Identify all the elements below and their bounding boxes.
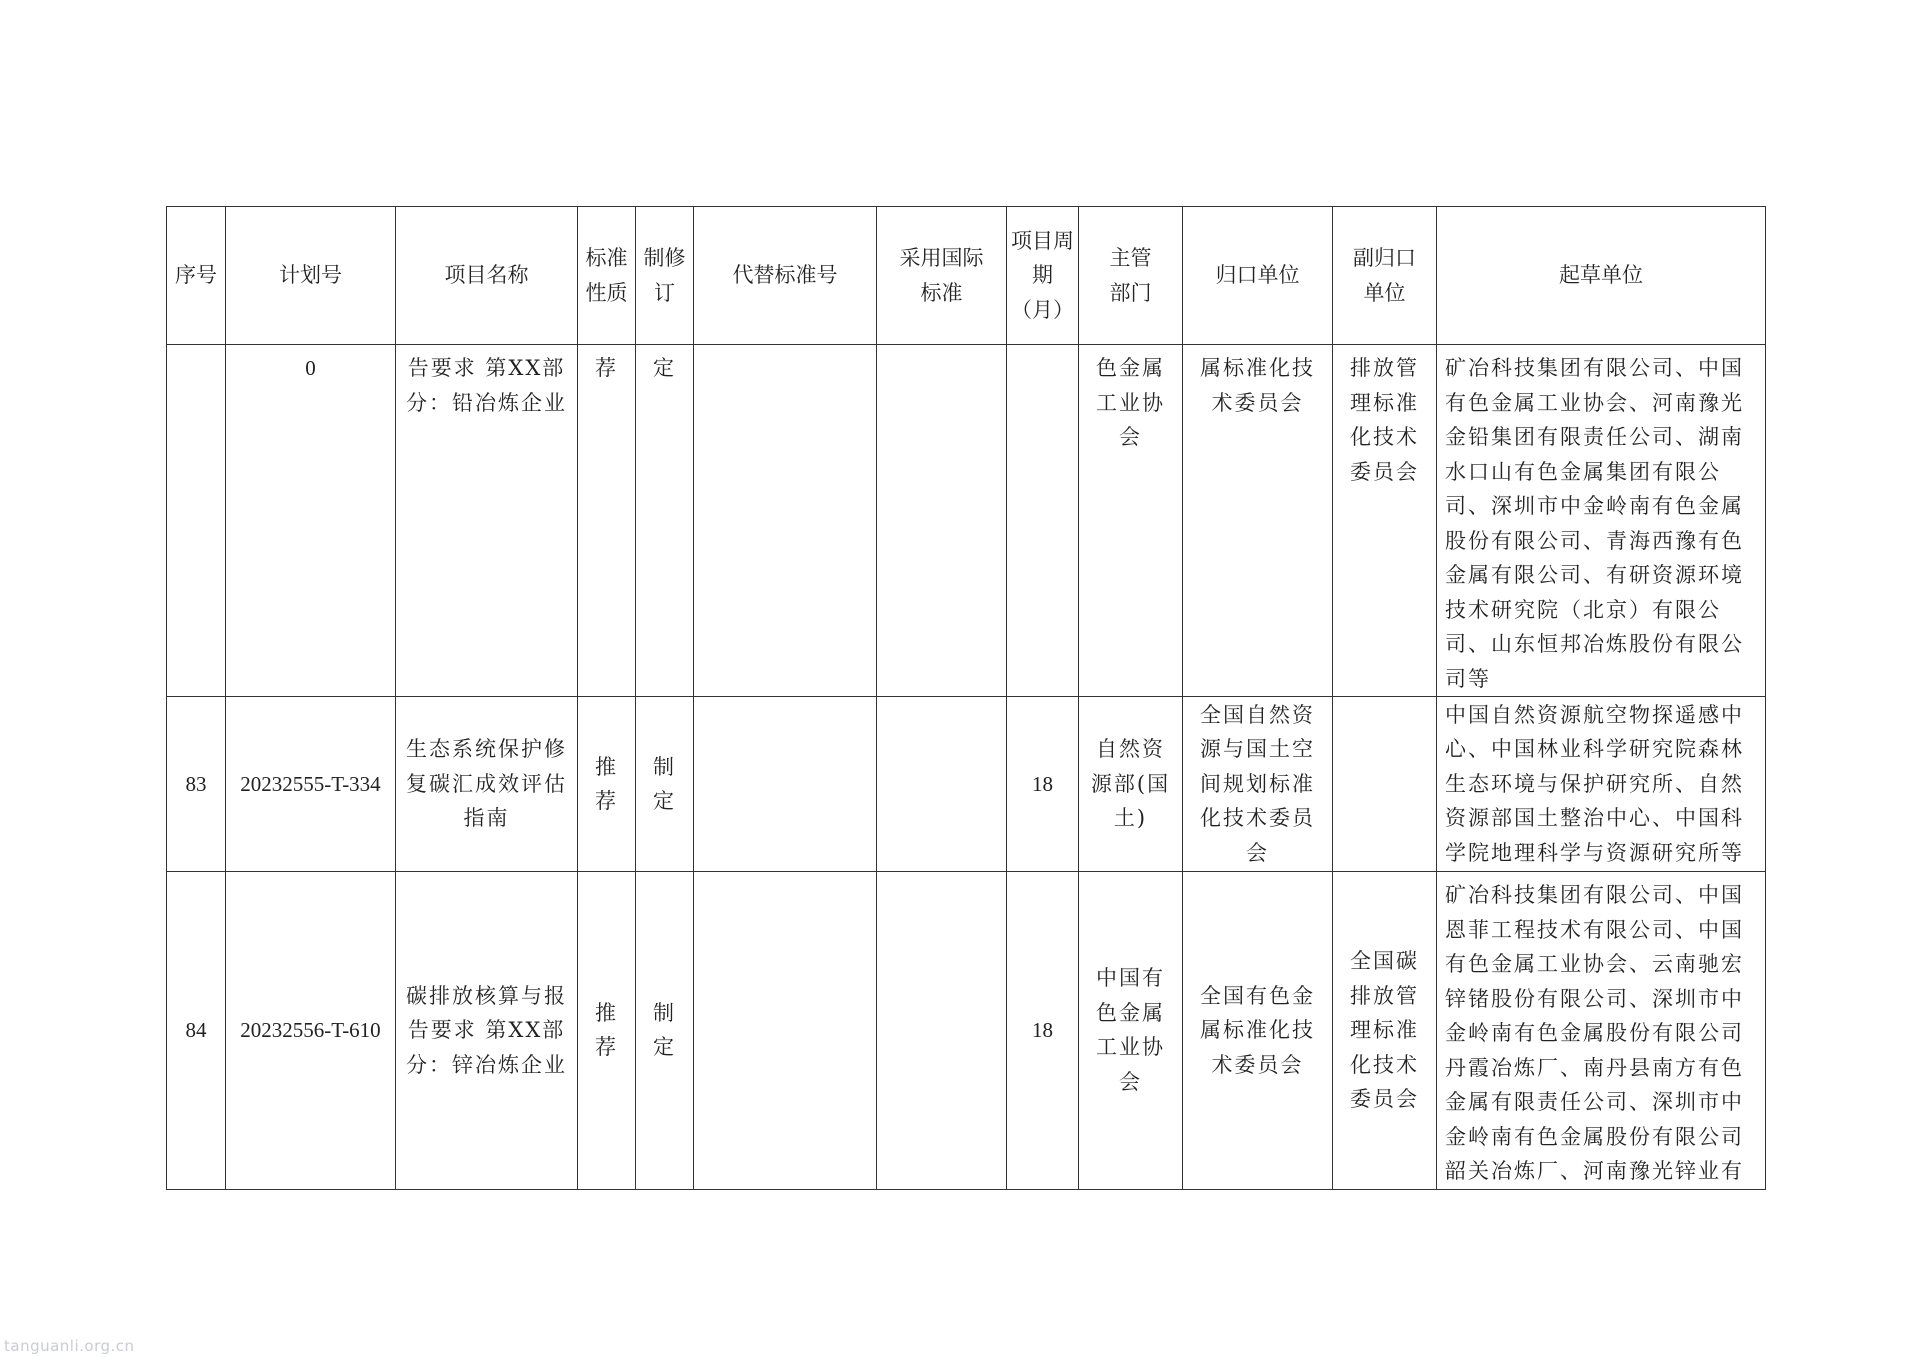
cell-replaced-std [694,872,877,1190]
cell-dept: 自然资源部(国土) [1079,697,1183,872]
cell-cycle: 18 [1007,697,1079,872]
table-row [167,872,1766,1190]
cell-std-nature: 推荐 [578,872,636,1190]
table-header-row [167,207,1766,345]
header-sub-tc: 副归口单位 [1333,207,1437,345]
header-dept: 主管部门 [1079,207,1183,345]
cell-tc: 全国有色金属标准化技术委员会 [1183,872,1333,1190]
cell-revision: 制定 [636,697,694,872]
cell-dept: 中国有色金属工业协会 [1079,872,1183,1190]
header-seq: 序号 [167,207,226,345]
cell-seq: 84 [167,872,226,1190]
cell-intl-std [877,872,1007,1190]
header-project-name: 项目名称 [396,207,578,345]
cell-revision: 制定 [636,872,694,1190]
cell-dept: 色金属工业协会 [1079,345,1183,697]
cell-plan-no: 20232555-T-334 [226,697,396,872]
cell-replaced-std [694,697,877,872]
cell-drafters: 中国自然资源航空物探遥感中心、中国林业科学研究院森林生态环境与保护研究所、自然资源部国土整治中心、中国科学院地理科学与资源研究所等 [1437,697,1766,872]
header-intl-std: 采用国际标准 [877,207,1007,345]
header-std-nature: 标准性质 [578,207,636,345]
header-plan-no: 计划号 [226,207,396,345]
cell-seq [167,345,226,697]
cell-cycle [1007,345,1079,697]
cell-tc: 全国自然资源与国土空间规划标准化技术委员会 [1183,697,1333,872]
header-replaced-std: 代替标准号 [694,207,877,345]
cell-cycle: 18 [1007,872,1079,1190]
cell-drafters: 矿冶科技集团有限公司、中国有色金属工业协会、河南豫光金铅集团有限责任公司、湖南水口山有色金属集团有限公司、深圳市中金岭南有色金属股份有限公司、青海西豫有色金属有限公司、有研资源环境技术研究院（北京）有限公司、山东恒邦冶炼股份有限公司等 [1437,345,1766,697]
table-row [167,345,1766,697]
cell-plan-no: 0 [226,345,396,697]
cell-intl-std [877,345,1007,697]
cell-intl-std [877,697,1007,872]
header-drafters: 起草单位 [1437,207,1766,345]
site-watermark: tanguanli.org.cn [4,1337,135,1355]
cell-sub-tc: 排放管理标准化技术委员会 [1333,345,1437,697]
cell-plan-no: 20232556-T-610 [226,872,396,1190]
cell-seq: 83 [167,697,226,872]
cell-drafters: 矿冶科技集团有限公司、中国恩菲工程技术有限公司、中国有色金属工业协会、云南驰宏锌锗股份有限公司、深圳市中金岭南有色金属股份有限公司丹霞冶炼厂、南丹县南方有色金属有限责任公司、深圳市中金岭南有色金属股份有限公司韶关冶炼厂、河南豫光锌业有 [1437,872,1766,1190]
cell-revision: 定 [636,345,694,697]
header-tc: 归口单位 [1183,207,1333,345]
cell-project-name: 碳排放核算与报告要求 第XX部分：锌冶炼企业 [396,872,578,1190]
cell-replaced-std [694,345,877,697]
standards-plan-table [166,206,1766,1190]
cell-project-name: 生态系统保护修复碳汇成效评估指南 [396,697,578,872]
cell-std-nature: 荐 [578,345,636,697]
cell-sub-tc: 全国碳排放管理标准化技术委员会 [1333,872,1437,1190]
cell-tc: 属标准化技术委员会 [1183,345,1333,697]
header-cycle: 项目周期（月） [1007,207,1079,345]
cell-project-name: 告要求 第XX部分：铅冶炼企业 [396,345,578,697]
table-row [167,697,1766,872]
cell-std-nature: 推荐 [578,697,636,872]
cell-sub-tc [1333,697,1437,872]
header-revision: 制修订 [636,207,694,345]
